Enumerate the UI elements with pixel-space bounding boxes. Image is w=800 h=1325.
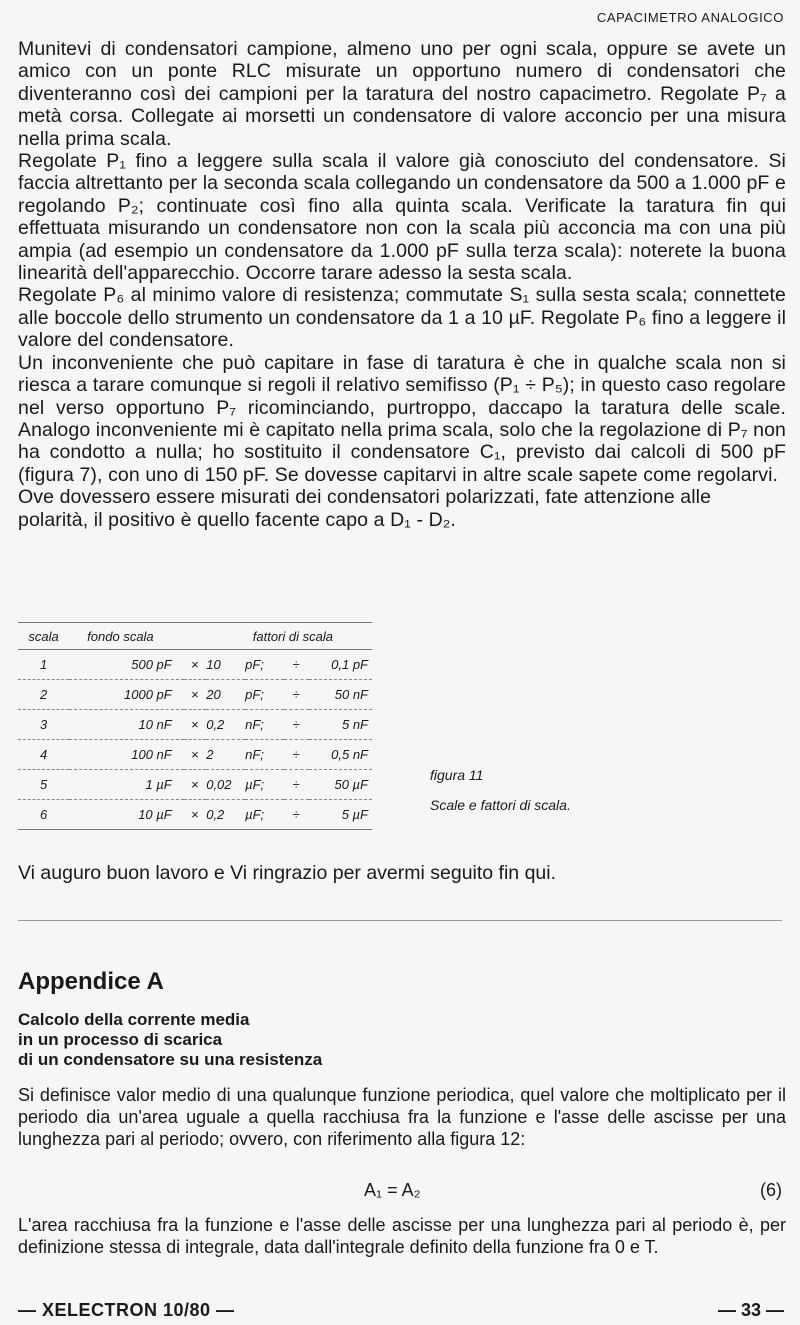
cell-fondo: 500 pF [69,650,184,680]
cell-unit: nF; [245,710,284,740]
section-divider [18,920,782,921]
cell-divide: ÷ [284,650,309,680]
figure-caption-text: Scale e fattori di scala. [430,797,571,813]
cell-range: 50 nF [309,680,372,710]
table-row [18,650,372,680]
cell-times: × [184,680,207,710]
footer-page-number: — 33 — [717,1300,784,1320]
appendix-title: Appendice A [18,968,164,995]
closing-line: Vi auguro buon lavoro e Vi ringrazio per avermi seguito fin qui. [18,862,557,884]
cell-range: 0,1 pF [309,650,372,680]
appendix-intro [18,1084,786,1150]
body-text [18,38,786,531]
paragraph: Regolate P₁ fino a leggere sulla scala il valore già conosciuto del condensatore. Si faccia altrettanto per la seconda scala collegando un condensatore da 500 a 1.000 pF e regolando P₂; continuate così fino alla quinta scala. Verificate la taratura fin qui effettuata misurando un condensatore non con la scala più acconcia ma con una più ampia (ad esempio un condensatore da 1.000 pF sulla terza scala): noterete la buona linearità dell'apparecchio. Occorre tarare adesso la sesta scala. [18,150,786,285]
cell-divide: ÷ [284,770,309,800]
table-row [18,680,372,710]
cell-fondo: 10 nF [69,710,184,740]
header-fattori-di-scala: fattori di scala [184,623,372,650]
paragraph: Munitevi di condensatori campione, almeno uno per ogni scala, oppure se avete un amico con un ponte RLC misurate un opportuno numero di condensatori che diventeranno così dei campioni per la taratura del nostro capacimetro. Regolate P₇ a metà corsa. Collegate ai morsetti un condensatore di valore acconcio per una misura nella prima scala. [18,38,786,150]
cell-times: × [184,710,207,740]
cell-unit: pF; [245,680,284,710]
appendix-after [18,1214,786,1258]
cell-factor: 2 [206,740,245,770]
cell-factor: 0,2 [206,800,245,830]
cell-times: × [184,800,207,830]
cell-fondo: 10 µF [69,800,184,830]
cell-range: 50 µF [309,770,372,800]
cell-unit: µF; [245,800,284,830]
equation-row [18,1180,782,1204]
header-fondo-scala: fondo scala [69,623,184,650]
cell-scala: 2 [18,680,69,710]
figure-label: figura 11 [430,767,484,783]
cell-scala: 3 [18,710,69,740]
cell-scala: 4 [18,740,69,770]
paragraph: Ove dovessero essere misurati dei condensatori polarizzati, fate attenzione alle polarità, il positivo è quello facente capo a D₁ - D₂. [18,486,712,531]
cell-range: 5 µF [309,800,372,830]
cell-divide: ÷ [284,740,309,770]
subtitle-line: Calcolo della corrente media [18,1010,250,1029]
cell-fondo: 100 nF [69,740,184,770]
cell-factor: 0,02 [206,770,245,800]
subtitle-line: di un condensatore su una resistenza [18,1050,323,1069]
running-header: CAPACIMETRO ANALOGICO [596,10,784,25]
cell-times: × [184,770,207,800]
figure-caption [430,760,571,820]
cell-unit: nF; [245,740,284,770]
table-row [18,740,372,770]
appendix-subtitle [18,1010,322,1070]
cell-factor: 10 [206,650,245,680]
header-scala: scala [18,623,69,650]
equation-number: (6) [760,1180,782,1200]
table-row [18,800,372,830]
cell-divide: ÷ [284,800,309,830]
cell-factor: 20 [206,680,245,710]
cell-scala: 6 [18,800,69,830]
cell-divide: ÷ [284,680,309,710]
table-row [18,710,372,740]
scale-table [18,622,372,830]
cell-range: 0,5 nF [309,740,372,770]
cell-unit: µF; [245,770,284,800]
paragraph: Si definisce valor medio di una qualunque funzione periodica, quel valore che moltiplicato per il periodo dia un'area uguale a quella racchiusa fra la funzione e l'asse delle ascisse per una lunghezza pari al periodo; ovvero, con riferimento alla figura 12: [18,1085,786,1149]
footer-magazine: — XELECTRON 10/80 — [18,1300,235,1320]
cell-fondo: 1000 pF [69,680,184,710]
cell-scala: 5 [18,770,69,800]
cell-fondo: 1 µF [69,770,184,800]
cell-times: × [184,650,207,680]
table-header-row [18,623,372,650]
cell-scala: 1 [18,650,69,680]
paragraph: L'area racchiusa fra la funzione e l'asse delle ascisse per una lunghezza pari al periodo è, per definizione stessa di integrale, data dall'integrale definito della funzione fra 0 e T. [18,1215,786,1257]
paragraph: Un inconveniente che può capitare in fase di taratura è che in qualche scala non si riesca a tarare comunque si regoli il relativo semifisso (P₁ ÷ P₅); in questo caso regolare nel verso opportuno P₇ ricominciando, purtroppo, daccapo la taratura delle scale. Analogo inconveniente mi è capitato nella prima scala, solo che la regolazione di P₇ non ha condotto a nulla; ho sostituito il condensatore C₁, previsto dai calcoli di 500 pF (figura 7), con uno di 150 pF. Se dovesse capitarvi in altre scale sapete come regolarvi. [18,351,786,486]
subtitle-line: in un processo di scarica [18,1030,223,1049]
equation: A₁ = A₂ [364,1180,421,1200]
cell-unit: pF; [245,650,284,680]
paragraph: Regolate P₆ al minimo valore di resistenza; commutate S₁ sulla sesta scala; connettete alle boccole dello strumento un condensatore da 1 a 10 µF. Regolate P₆ fino a leggere il valore del condensatore. [18,284,786,352]
cell-range: 5 nF [309,710,372,740]
table-row [18,770,372,800]
cell-times: × [184,740,207,770]
cell-factor: 0,2 [206,710,245,740]
cell-divide: ÷ [284,710,309,740]
